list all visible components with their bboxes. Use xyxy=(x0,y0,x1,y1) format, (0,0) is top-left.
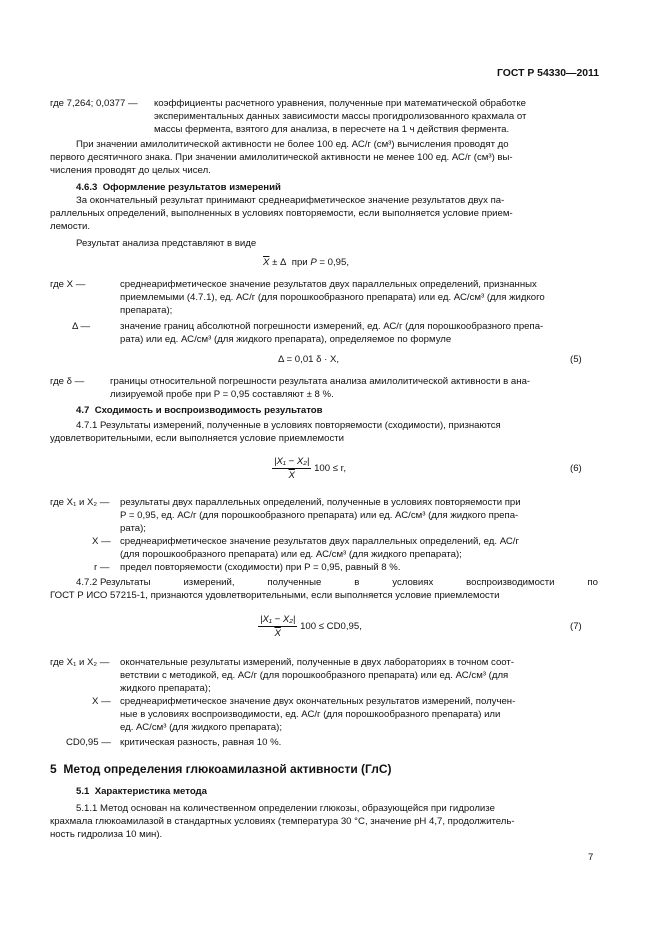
text-line: экспериментальных данных зависимости массы прогидролизованного крахмала от xyxy=(154,111,527,123)
gloss-definition xyxy=(120,278,598,317)
text-line: массы фермента, взятого для анализа, в пересчете на 1 ч действия фермента. xyxy=(154,124,510,136)
gloss-definition xyxy=(120,656,598,695)
gloss-term: r — xyxy=(94,562,110,573)
gloss-definition xyxy=(154,97,598,136)
text-line: ные в условиях воспроизводимости, ед. АС/г (для порошкообразного препарата) или xyxy=(120,709,501,721)
formula-7-number: (7) xyxy=(570,621,582,632)
gloss-term: где 7,264; 0,0377 — xyxy=(50,98,138,109)
paragraph-line-justified: 4.7.2 Результаты измерений, полученные в условиях воспроизводимости по xyxy=(76,577,598,588)
gloss-definition xyxy=(120,535,598,561)
text-line: критическая разность, равная 10 %. xyxy=(120,737,282,748)
gloss-definition xyxy=(120,736,598,749)
text-line: 4.7.1 Результаты измерений, полученные в условиях повторяемости (сходимости), признаются xyxy=(76,420,501,431)
text-line: ГОСТ Р ИСО 57215-1, признаются удовлетворительными, если выполняется условие приемлемости xyxy=(50,590,500,601)
text-line: среднеарифметическое значение результатов двух параллельных определений, признанных xyxy=(120,279,537,290)
text-line: ветствии с методикой, ед. АС/г (для порошкообразного препарата) или ед. АС/см³ (для xyxy=(120,670,509,682)
page-number: 7 xyxy=(588,852,594,863)
gloss-definition xyxy=(120,496,598,535)
text-line: приемлемыми (4.7.1), ед. АС/г (для порошкообразного препарата) или ед. АС/см³ (для жидкого xyxy=(120,292,545,304)
formula-5-number: (5) xyxy=(570,354,582,365)
text-line: значение границ абсолютной погрешности измерений, ед. АС/г (для порошкообразного препа- xyxy=(120,321,544,332)
formula-6-number: (6) xyxy=(570,463,582,474)
text-line: ность гидролиза 10 мин). xyxy=(50,829,163,841)
document-header: ГОСТ Р 54330—2011 xyxy=(497,68,599,79)
text-line: среднеарифметическое значение двух окончательных результатов измерений, получен- xyxy=(120,696,516,707)
formula-result: $\overline{X} \pm \Delta$ при P = 0,95, xyxy=(263,257,350,268)
result-intro: Результат анализа представляют в виде xyxy=(76,238,257,249)
paragraph xyxy=(50,419,598,445)
text-line: рата) или ед. АС/см³ (для жидкого препарата), определяемое по формуле xyxy=(120,334,452,346)
gloss-definition xyxy=(120,561,598,574)
gloss-definition xyxy=(120,695,598,734)
text-line: окончательные результаты измерений, полученные в двух лабораториях в точном соот- xyxy=(120,657,515,668)
text-line: раллельных определений, выполненных в условиях повторяемости, если выполняется условие прием- xyxy=(50,208,513,220)
text-line: границы относительной погрешности результата анализа амилолитической активности в ана- xyxy=(110,376,531,387)
text-line: результаты двух параллельных определений, полученные в условиях повторяемости при xyxy=(120,497,521,508)
section-heading-5-1: 5.1 Характеристика метода xyxy=(76,786,207,797)
text-line: ед. АС/см³ (для жидкого препарата); xyxy=(120,722,282,734)
paragraph xyxy=(50,138,598,177)
text-line: При значении амилолитической активности не более 100 ед. АС/г (см³) вычисления проводят до xyxy=(76,139,509,150)
gloss-term: X — xyxy=(92,536,111,547)
gloss-definition xyxy=(120,320,598,346)
gloss-term: где δ — xyxy=(50,376,85,387)
paragraph xyxy=(50,194,598,233)
text-line: рата); xyxy=(120,523,146,535)
text-line: крахмала глюкоамилазой в стандартных условиях (температура 30 °С, значение рН 4,7, продолжитель- xyxy=(50,816,515,828)
text-line: удовлетворительными, если выполняется условие приемлемости xyxy=(50,433,345,445)
text-line: (для порошкообразного препарата) или ед. АС/см³ (для жидкого препарата); xyxy=(120,549,462,561)
text-line: P = 0,95, ед. АС/г (для порошкообразного препарата) или ед. АС/см³ (для жидкого препа- xyxy=(120,510,519,522)
text-line: предел повторяемости (сходимости) при P = 0,95, равный 8 %. xyxy=(120,562,401,573)
formula-5: Δ = 0,01 δ · X, xyxy=(278,354,340,365)
text-line: числения проводят до целых чисел. xyxy=(50,165,211,177)
paragraph xyxy=(50,802,598,841)
gloss-term: где X₁ и X₂ — xyxy=(50,497,110,508)
text-line: 5.1.1 Метод основан на количественном определении глюкозы, образующейся при гидролизе xyxy=(76,803,495,814)
section-heading-4-6-3: 4.6.3 Оформление результатов измерений xyxy=(76,182,281,193)
text-line: лизируемой пробе при P = 0,95 составляют ± 8 %. xyxy=(110,389,334,401)
section-heading-4-7: 4.7 Сходимость и воспроизводимость результатов xyxy=(76,405,323,416)
section-heading-5: 5 Метод определения глюкоамилазной активности (ГлС) xyxy=(50,762,392,776)
text-line: жидкого препарата); xyxy=(120,683,211,695)
formula-7: $\frac{\text{|X₁ − X₂|}}{X}$ 100 ≤ CD0,95, xyxy=(260,614,362,640)
text-line: коэффициенты расчетного уравнения, полученные при математической обработке xyxy=(154,98,526,109)
gloss-term: CD0,95 — xyxy=(66,737,111,748)
text-line: лемости. xyxy=(50,221,91,233)
gloss-term: Δ — xyxy=(72,321,91,332)
text-line: первого десятичного знака. При значении амилолитической активности не менее 100 ед. АС/г (см³) вы- xyxy=(50,152,513,164)
gloss-term: где X₁ и X₂ — xyxy=(50,657,110,668)
text-line: среднеарифметическое значение результатов двух параллельных определений, ед. АС/г xyxy=(120,536,519,547)
text-line: препарата); xyxy=(120,305,173,317)
gloss-term: где X — xyxy=(50,279,86,290)
gloss-definition xyxy=(110,375,598,401)
formula-6: $\frac{\text{|X₁ − X₂|}}{X}$ 100 ≤ r, xyxy=(274,456,347,482)
gloss-term: X — xyxy=(92,696,111,707)
text-line: За окончательный результат принимают среднеарифметическое значение результатов двух па- xyxy=(76,195,505,206)
